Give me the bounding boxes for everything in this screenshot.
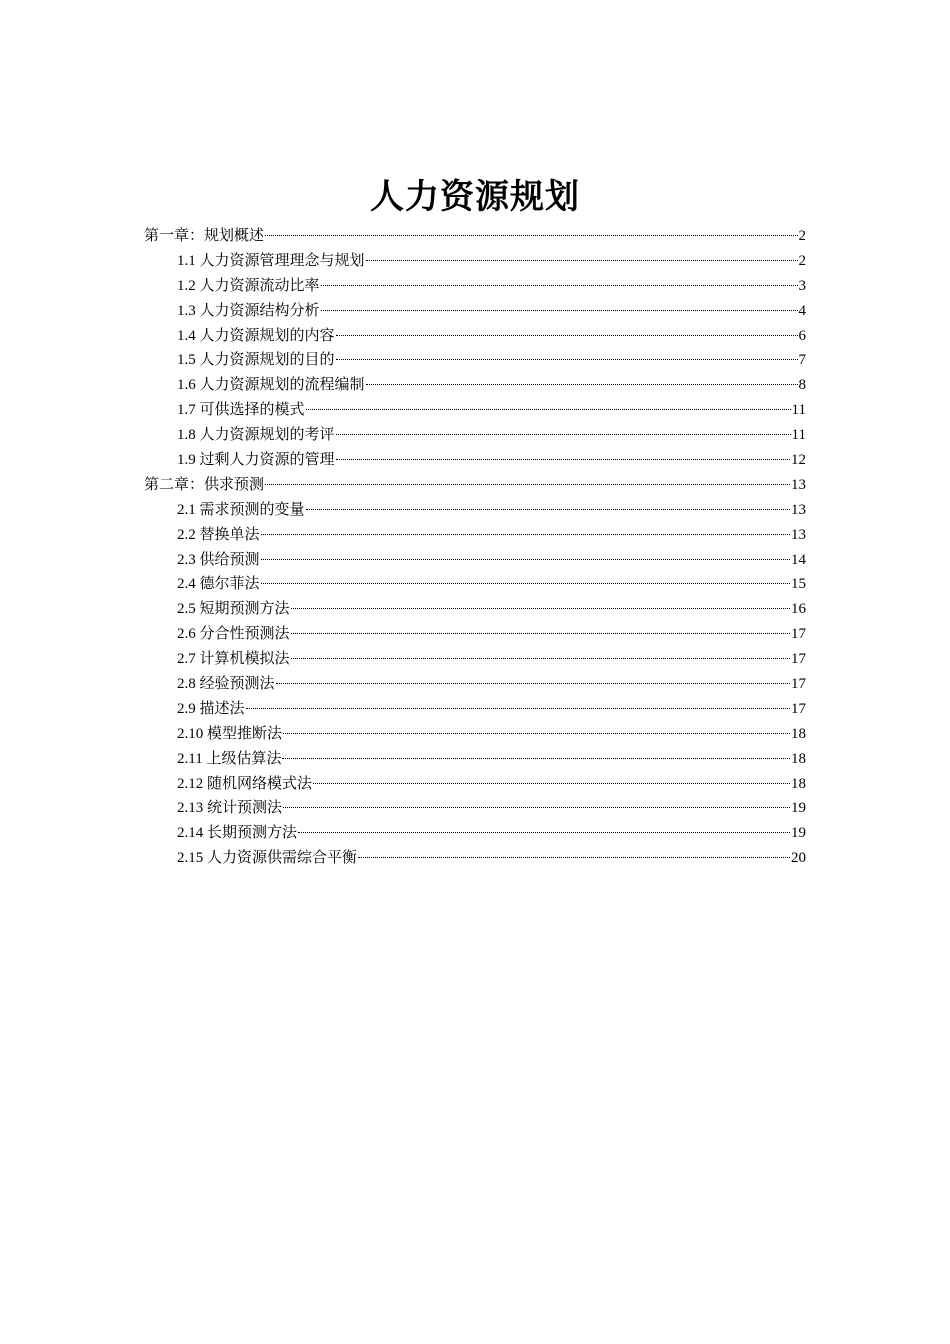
- toc-section-entry[interactable]: [144, 423, 806, 448]
- toc-entry-page-number: 17: [791, 700, 806, 717]
- toc-dot-leader: [291, 608, 790, 609]
- toc-entry-page-number: 2: [798, 252, 806, 269]
- toc-entry-label: 2.1 需求预测的变量: [177, 501, 305, 518]
- toc-entry-label: 2.6 分合性预测法: [177, 626, 290, 643]
- toc-dot-leader: [313, 783, 790, 784]
- toc-section-entry[interactable]: [144, 274, 806, 299]
- toc-entry-page-number: 7: [798, 352, 806, 369]
- toc-entry-label: 2.10 模型推断法: [177, 725, 283, 742]
- toc-dot-leader: [298, 832, 790, 833]
- toc-dot-leader: [283, 807, 790, 808]
- toc-entry-label: 1.3 人力资源结构分析: [177, 302, 320, 319]
- toc-entry-label: 2.4 德尔菲法: [177, 576, 260, 593]
- toc-dot-leader: [306, 409, 791, 410]
- toc-entry-page-number: 2: [798, 228, 806, 244]
- toc-entry-label: 2.3 供给预测: [177, 551, 260, 568]
- toc-entry-page-number: 13: [791, 526, 806, 543]
- toc-section-entry[interactable]: [144, 398, 806, 423]
- toc-entry-page-number: 19: [791, 825, 806, 842]
- toc-section-entry[interactable]: [144, 697, 806, 722]
- toc-dot-leader: [336, 434, 791, 435]
- toc-section-entry[interactable]: [144, 622, 806, 647]
- toc-entry-page-number: 11: [791, 427, 806, 444]
- toc-entry-page-number: 6: [798, 327, 806, 344]
- toc-section-entry[interactable]: [144, 722, 806, 747]
- toc-dot-leader: [276, 683, 790, 684]
- toc-section-entry[interactable]: [144, 523, 806, 548]
- toc-entry-label: 第二章：供求预测: [144, 476, 265, 493]
- table-of-contents: [144, 224, 806, 871]
- toc-dot-leader: [265, 235, 797, 236]
- toc-dot-leader: [261, 583, 790, 584]
- toc-entry-page-number: 3: [798, 277, 806, 294]
- toc-section-entry[interactable]: [144, 572, 806, 597]
- toc-entry-label: 1.8 人力资源规划的考评: [177, 427, 335, 444]
- toc-dot-leader: [282, 758, 790, 759]
- toc-entry-page-number: 11: [791, 402, 806, 419]
- toc-entry-page-number: 18: [791, 775, 806, 792]
- toc-chapter-entry[interactable]: [144, 224, 806, 249]
- toc-section-entry[interactable]: [144, 448, 806, 473]
- toc-entry-page-number: 17: [791, 651, 806, 668]
- toc-section-entry[interactable]: [144, 373, 806, 398]
- document-title: 人力资源规划: [370, 179, 580, 216]
- toc-dot-leader: [336, 359, 798, 360]
- toc-dot-leader: [283, 733, 790, 734]
- toc-entry-label: 1.2 人力资源流动比率: [177, 277, 320, 294]
- toc-section-entry[interactable]: [144, 548, 806, 573]
- toc-entry-page-number: 13: [791, 501, 806, 518]
- toc-entry-page-number: 16: [791, 601, 806, 618]
- toc-section-entry[interactable]: [144, 672, 806, 697]
- toc-dot-leader: [306, 509, 790, 510]
- toc-entry-page-number: 15: [791, 576, 806, 593]
- toc-dot-leader: [265, 484, 790, 485]
- toc-dot-leader: [366, 260, 798, 261]
- toc-entry-label: 第一章：规划概述: [144, 228, 265, 244]
- toc-entry-label: 2.11 上级估算法: [177, 750, 282, 767]
- toc-section-entry[interactable]: [144, 796, 806, 821]
- toc-entry-label: 2.12 随机网络模式法: [177, 775, 313, 792]
- toc-section-entry[interactable]: [144, 348, 806, 373]
- toc-entry-page-number: 18: [791, 750, 806, 767]
- toc-section-entry[interactable]: [144, 747, 806, 772]
- toc-entry-label: 2.15 人力资源供需综合平衡: [177, 850, 358, 867]
- toc-dot-leader: [336, 459, 790, 460]
- toc-dot-leader: [291, 658, 790, 659]
- toc-dot-leader: [246, 708, 790, 709]
- toc-entry-label: 2.9 描述法: [177, 700, 245, 717]
- toc-entry-page-number: 20: [791, 850, 806, 867]
- toc-entry-label: 1.5 人力资源规划的目的: [177, 352, 335, 369]
- toc-section-entry[interactable]: [144, 249, 806, 274]
- toc-dot-leader: [336, 335, 798, 336]
- toc-dot-leader: [261, 534, 790, 535]
- toc-section-entry[interactable]: [144, 846, 806, 871]
- toc-section-entry[interactable]: [144, 299, 806, 324]
- toc-dot-leader: [366, 384, 798, 385]
- toc-entry-page-number: 18: [791, 725, 806, 742]
- toc-section-entry[interactable]: [144, 772, 806, 797]
- toc-entry-label: 2.14 长期预测方法: [177, 825, 298, 842]
- toc-entry-label: 2.7 计算机模拟法: [177, 651, 290, 668]
- toc-section-entry[interactable]: [144, 498, 806, 523]
- toc-dot-leader: [358, 857, 790, 858]
- toc-entry-label: 1.1 人力资源管理理念与规划: [177, 252, 365, 269]
- toc-entry-label: 1.6 人力资源规划的流程编制: [177, 377, 365, 394]
- toc-entry-page-number: 17: [791, 626, 806, 643]
- toc-dot-leader: [291, 633, 790, 634]
- toc-entry-label: 1.4 人力资源规划的内容: [177, 327, 335, 344]
- toc-dot-leader: [261, 559, 790, 560]
- toc-dot-leader: [321, 285, 798, 286]
- toc-section-entry[interactable]: [144, 647, 806, 672]
- toc-section-entry[interactable]: [144, 821, 806, 846]
- toc-entry-page-number: 13: [791, 476, 806, 493]
- toc-entry-page-number: 14: [791, 551, 806, 568]
- toc-entry-label: 2.13 统计预测法: [177, 800, 283, 817]
- toc-entry-page-number: 4: [798, 302, 806, 319]
- toc-entry-page-number: 12: [791, 452, 806, 469]
- toc-entry-label: 1.9 过剩人力资源的管理: [177, 452, 335, 469]
- toc-section-entry[interactable]: [144, 597, 806, 622]
- toc-entry-page-number: 8: [798, 377, 806, 394]
- toc-entry-page-number: 17: [791, 676, 806, 693]
- toc-dot-leader: [321, 310, 798, 311]
- toc-section-entry[interactable]: [144, 324, 806, 349]
- toc-entry-label: 2.8 经验预测法: [177, 676, 275, 693]
- toc-entry-label: 1.7 可供选择的模式: [177, 402, 305, 419]
- toc-entry-label: 2.5 短期预测方法: [177, 601, 290, 618]
- toc-chapter-entry[interactable]: [144, 473, 806, 498]
- toc-entry-label: 2.2 替换单法: [177, 526, 260, 543]
- toc-entry-page-number: 19: [791, 800, 806, 817]
